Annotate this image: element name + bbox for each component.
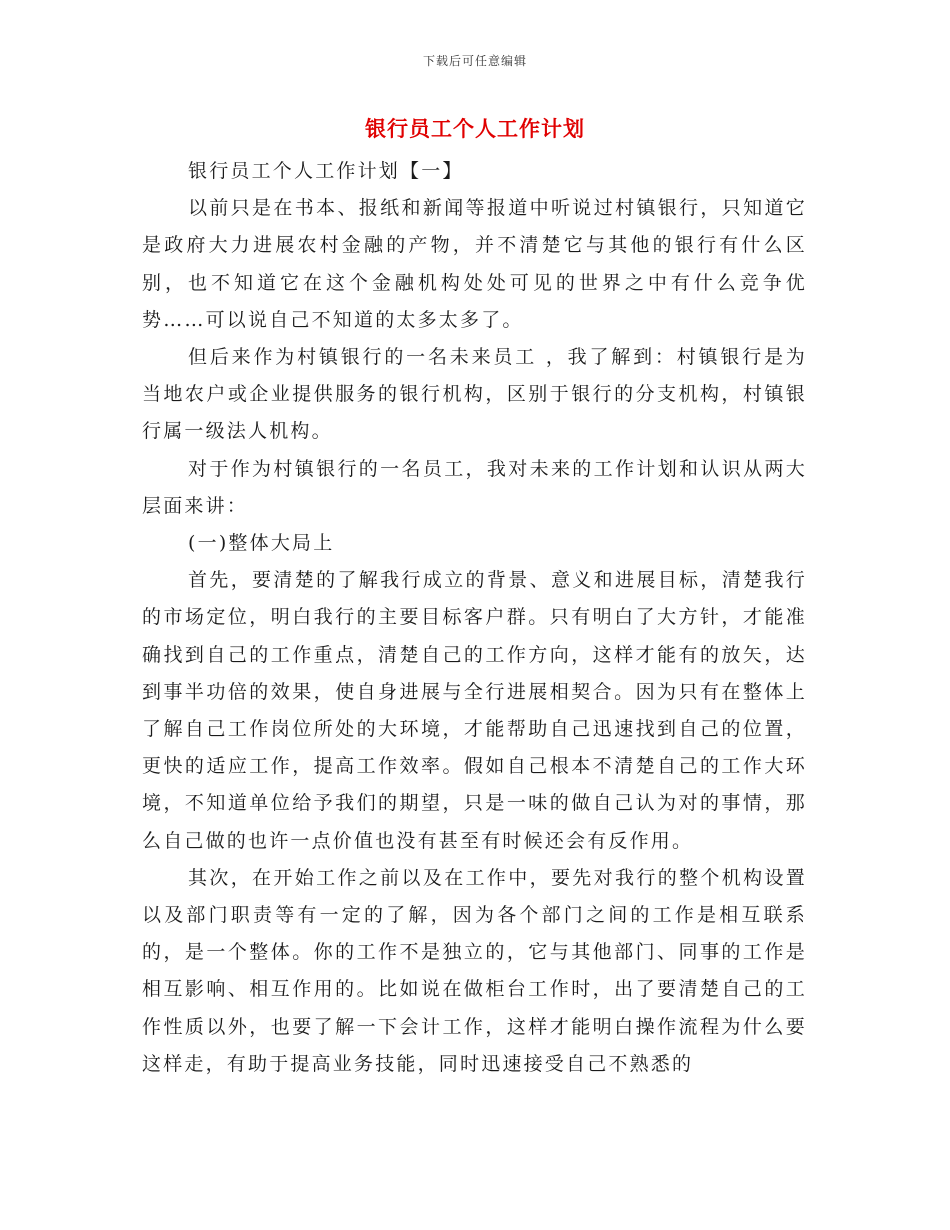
paragraph: 其次，在开始工作之前以及在工作中，要先对我行的整个机构设置以及部门职责等有一定的了解，因为各个部门之间的工作是相互联系的，是一个整体。你的工作不是独立的，它与其他部门、同事的工作是相互影响、相互作用的。比如说在做柜台工作时，出了要清楚自己的工作性质以外，也要了解一下会计工作，这样才能明白操作流程为什么要这样走，有助于提高业务技能，同时迅速接受自己不熟悉的 — [142, 866, 807, 1075]
section-heading: 银行员工个人工作计划【一】 — [188, 160, 464, 182]
paragraph: 以前只是在书本、报纸和新闻等报道中听说过村镇银行，只知道它是政府大力进展农村金融的产物，并不清楚它与其他的银行有什么区别，也不知道它在这个金融机构处处可见的世界之中有什么竞争优势……可以说自己不知道的太多太多了。 — [142, 197, 807, 331]
subsection-heading: (一)整体大局上 — [188, 532, 335, 555]
paragraph: 对于作为村镇银行的一名员工，我对未来的工作计划和认识从两大层面来讲： — [142, 457, 807, 517]
paragraph: 首先，要清楚的了解我行成立的背景、意义和进展目标，清楚我行的市场定位，明白我行的主要目标客户群。只有明白了大方针，才能准确找到自己的工作重点，清楚自己的工作方向，这样才能有的放矢，达到事半功倍的效果，使自身进展与全行进展相契合。因为只有在整体上了解自己工作岗位所处的大环境，才能帮助自己迅速找到自己的位置，更快的适应工作，提高工作效率。假如自己根本不清楚自己的工作大环境，不知道单位给予我们的期望，只是一味的做自己认为对的事情，那么自己做的也许一点价值也没有甚至有时候还会有反作用。 — [142, 569, 807, 852]
header-note: 下载后可任意编辑 — [422, 54, 527, 68]
document-body — [142, 153, 807, 1083]
document-title: 银行员工个人工作计划 — [365, 116, 585, 141]
paragraph: 但后来作为村镇银行的一名未来员工 ，我了解到：村镇银行是为当地农户或企业提供服务的银行机构，区别于银行的分支机构，村镇银行属一级法人机构。 — [142, 346, 807, 443]
